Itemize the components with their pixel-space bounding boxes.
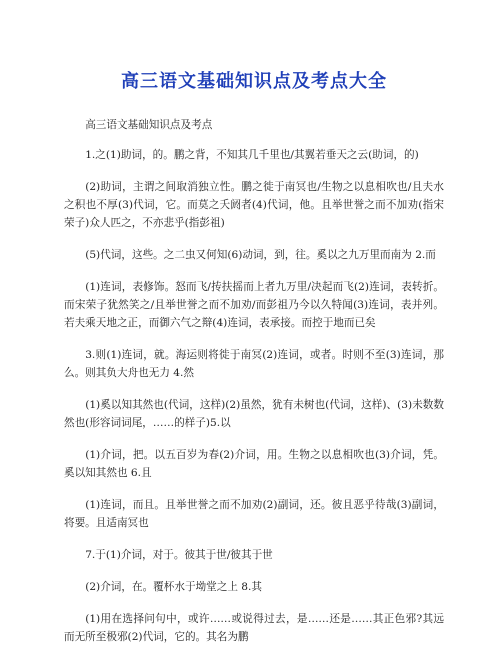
paragraph-zhi-5: (5)代词，这些。之二虫又何知(6)动词，到，往。奚以之九万里而南为 2.而 (85, 249, 436, 261)
paragraph-zhi-2: (2)助词，主谓之间取消独立性。鹏之徙于南冥也/生物之以息相吹也/且夫水之积也不厚(3)代词，它。而莫之夭阏者(4)代词，他。且举世誉之而不加劝(指宋荣子)众人匹之，不亦悲乎(指彭祖) (64, 181, 444, 229)
paragraph-zhi-1: 1.之(1)助词，的。鹏之背，不知其几千里也/其翼若垂天之云(助词，的) (85, 149, 419, 161)
subtitle-paragraph: 高三语文基础知识点及考点 (85, 119, 213, 131)
paragraph-yu-1: 7.于(1)介词，对于。彼其于世/彼其于世 (85, 549, 273, 561)
paragraph-ze: 3.则(1)连词，就。海运则将徙于南冥(2)连词，或者。时则不至(3)连词，那么。则其负大舟也无力 4.然 (64, 349, 444, 379)
paragraph-yu-2: (2)介词，在。覆杯水于坳堂之上 8.其 (85, 581, 262, 593)
paragraph-yi: (1)介词，把。以五百岁为春(2)介词，用。生物之以息相吹也(3)介词，凭。奚以知其然也 6.且 (64, 449, 444, 479)
paragraph-qie: (1)连词，而且。且举世誉之而不加劝(2)副词，还。彼且恶乎待哉(3)副词，将要。且适南冥也 (64, 499, 444, 529)
paragraph-ran: (1)奚以知其然也(代词，这样)(2)虽然，犹有未树也(代词，这样)、(3)未数数然也(形容词词尾，……的样子)5.以 (64, 399, 444, 429)
document-title: 高三语文基础知识点及考点大全 (121, 71, 387, 92)
paragraph-er: (1)连词，表修饰。怒而飞/抟扶摇而上者九万里/决起而飞(2)连词，表转折。而宋荣子犹然笑之/且举世誉之而不加劝/而彭祖乃今以久特闻(3)连词，表并列。若夫乘天地之正，而御六气之辩(4)连词，表承接。而控于地而已矣 (64, 281, 444, 329)
paragraph-qi: (1)用在选择问句中，或许……或说得过去，是……还是……其正色邪?其远而无所至极邪(2)代词，它的。其名为鹏 (64, 613, 444, 643)
